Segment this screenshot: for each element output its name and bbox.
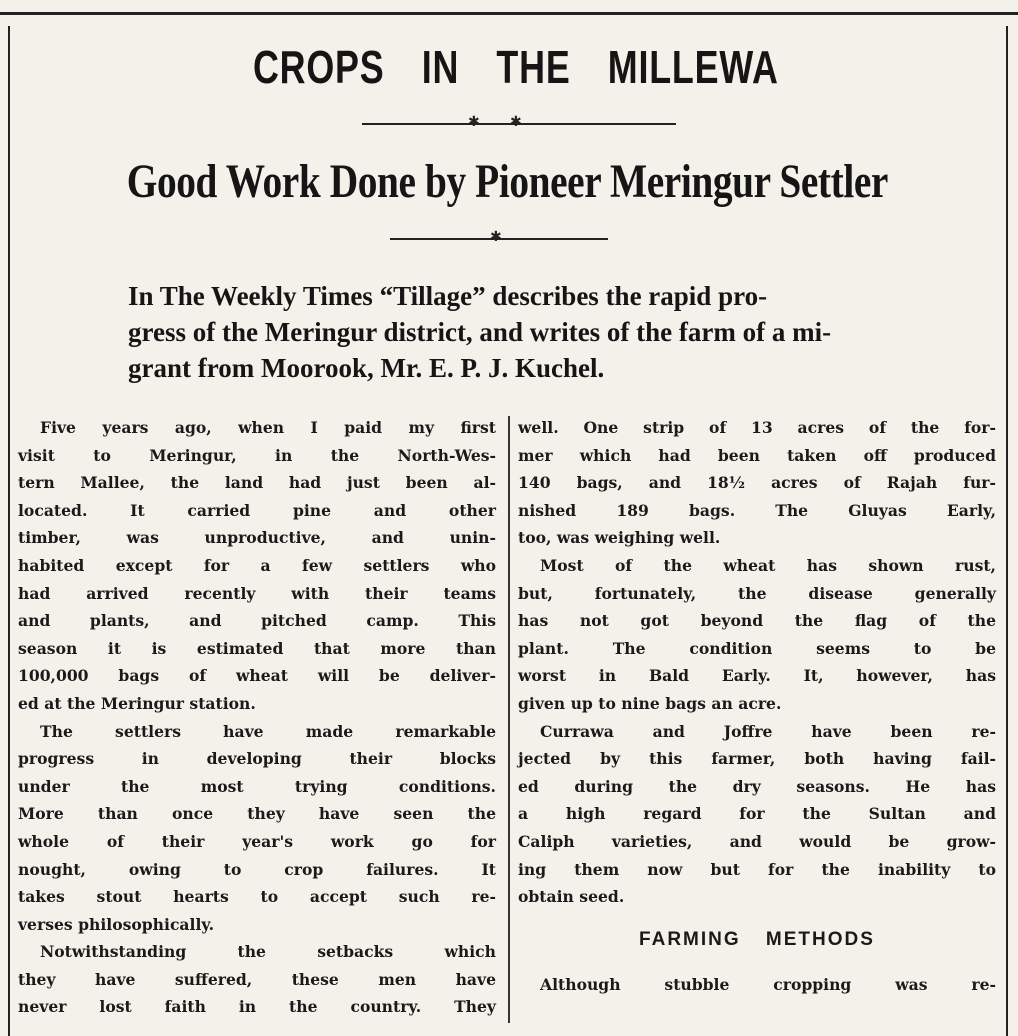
text-line: verses philosophically. xyxy=(18,914,215,934)
text-line: worst in Bald Early. It, however, has xyxy=(518,666,996,686)
text-line: nished 189 bags. The Gluyas Early, xyxy=(518,500,996,520)
headline: CROPS IN THE MILLEWA xyxy=(252,41,779,93)
text-line: takes stout hearts to accept such re- xyxy=(18,887,496,907)
intro-line: In The Weekly Times “Tillage” describes the rapid pro- xyxy=(128,281,768,311)
text-line: plant. The condition seems to be xyxy=(518,638,996,658)
text-line: but, fortunately, the disease generally xyxy=(518,583,996,603)
text-line: and plants, and pitched camp. This xyxy=(18,611,496,631)
text-line: timber, was unproductive, and unin- xyxy=(18,528,496,548)
text-line: Five years ago, when I paid my first xyxy=(40,418,496,437)
text-line: given up to nine bags an acre. xyxy=(518,693,782,713)
text-line: located. It carried pine and other xyxy=(18,500,496,520)
text-line: 140 bags, and 18½ acres of Rajah fur- xyxy=(518,473,996,493)
intro-line: gress of the Meringur district, and writes of the farm of a mi- xyxy=(128,317,832,347)
section-heading: FARMING METHODS xyxy=(639,928,875,950)
right-column xyxy=(518,414,996,998)
text-line: ing them now but for the inability to xyxy=(518,859,996,879)
text-line: jected by this farmer, both having fail- xyxy=(518,749,996,769)
intro-paragraph xyxy=(128,278,948,386)
text-line: whole of their year's work go for xyxy=(18,831,496,851)
text-line: 100,000 bags of wheat will be deliver- xyxy=(18,666,496,686)
text-line: More than once they have seen the xyxy=(18,804,496,824)
text-line: season it is estimated that more than xyxy=(18,638,496,658)
text-line: too, was weighing well. xyxy=(518,528,721,548)
text-line: has not got beyond the flag of the xyxy=(518,611,996,631)
intro-line: grant from Moorook, Mr. E. P. J. Kuchel. xyxy=(128,353,605,383)
text-line: mer which had been taken off produced xyxy=(518,445,996,465)
text-line: Most of the wheat has shown rust, xyxy=(540,555,996,575)
text-line: nought, owing to crop failures. It xyxy=(18,859,496,879)
text-line: Notwithstanding the setbacks which xyxy=(40,942,496,962)
text-line: had arrived recently with their teams xyxy=(18,583,496,603)
text-line: ed at the Meringur station. xyxy=(18,693,256,713)
text-line: Although stubble cropping was re- xyxy=(540,974,996,994)
text-line: they have suffered, these men have xyxy=(18,969,496,989)
text-line: habited except for a few settlers who xyxy=(18,555,496,575)
text-line: under the most trying conditions. xyxy=(18,776,496,796)
text-line: progress in developing their blocks xyxy=(18,749,496,769)
text-line: tern Mallee, the land had just been al- xyxy=(18,473,496,493)
text-line: ed during the dry seasons. He has xyxy=(518,776,996,796)
text-line: visit to Meringur, in the North-Wes- xyxy=(18,445,496,465)
text-line: Caliph varieties, and would be grow- xyxy=(518,831,996,851)
subheadline: Good Work Done by Pioneer Meringur Settler xyxy=(126,155,888,208)
text-line: Currawa and Joffre have been re- xyxy=(540,721,996,741)
column-divider xyxy=(508,416,510,1023)
text-line: The settlers have made remarkable xyxy=(40,721,496,741)
text-line: obtain seed. xyxy=(518,887,625,907)
text-line: never lost faith in the country. They xyxy=(18,997,496,1017)
text-line: a high regard for the Sultan and xyxy=(518,804,996,824)
text-line: well. One strip of 13 acres of the for- xyxy=(518,418,996,437)
top-rule xyxy=(0,12,1018,15)
left-column xyxy=(18,414,496,1021)
